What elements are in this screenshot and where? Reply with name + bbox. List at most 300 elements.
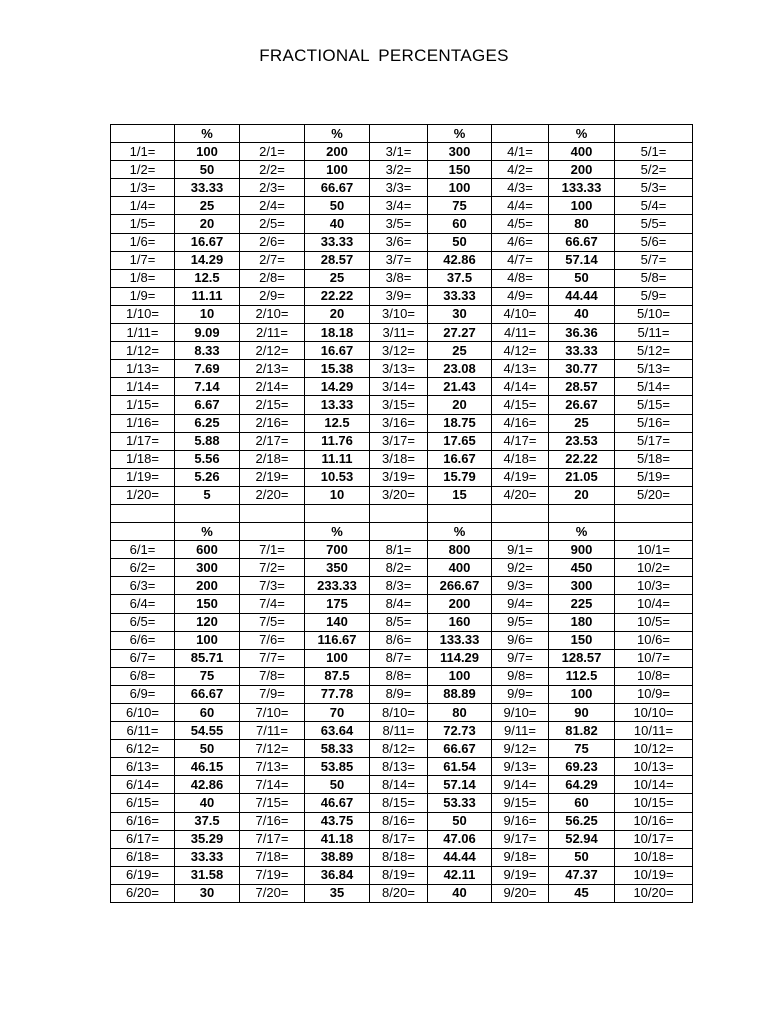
fraction-label: 8/1= (370, 541, 428, 559)
table-row (111, 812, 693, 830)
percent-value: 61.54 (428, 758, 492, 776)
percent-value: 22.22 (549, 450, 615, 468)
table-row (111, 342, 693, 360)
fraction-label: 6/20= (111, 884, 175, 902)
percent-value: 53.33 (428, 794, 492, 812)
fraction-label: 9/10= (492, 704, 549, 722)
fraction-label: 1/17= (111, 432, 175, 450)
percent-value: 7.14 (175, 378, 240, 396)
spacer-cell (549, 504, 615, 522)
fraction-label: 8/20= (370, 884, 428, 902)
percent-value: 38.89 (305, 848, 370, 866)
fraction-label: 6/3= (111, 577, 175, 595)
percent-value: 66.67 (175, 685, 240, 703)
percent-value: 87.5 (305, 667, 370, 685)
fraction-label: 2/13= (240, 360, 305, 378)
percent-value: 21.43 (428, 378, 492, 396)
percent-value: 16.67 (175, 233, 240, 251)
percent-value: 47.37 (549, 866, 615, 884)
table-row (111, 776, 693, 794)
table-row (111, 215, 693, 233)
fraction-label: 3/18= (370, 450, 428, 468)
fraction-label: 3/2= (370, 161, 428, 179)
fraction-label: 1/5= (111, 215, 175, 233)
percent-value: 52.94 (549, 830, 615, 848)
percent-value: 180 (549, 613, 615, 631)
fraction-label: 6/10= (111, 704, 175, 722)
fraction-label: 3/9= (370, 287, 428, 305)
table-row (111, 848, 693, 866)
fraction-label: 2/10= (240, 305, 305, 323)
section-spacer-row (111, 504, 693, 522)
percent-value: 266.67 (428, 577, 492, 595)
fraction-label: 5/12= (615, 342, 693, 360)
table-row (111, 486, 693, 504)
percent-value: 35 (305, 884, 370, 902)
percent-header: % (175, 125, 240, 143)
fraction-label: 3/17= (370, 432, 428, 450)
page-title: FRACTIONAL PERCENTAGES (259, 46, 509, 65)
table-row (111, 161, 693, 179)
fraction-label: 5/3= (615, 179, 693, 197)
fraction-label: 5/6= (615, 233, 693, 251)
percent-value: 20 (428, 396, 492, 414)
percent-value: 150 (428, 161, 492, 179)
fraction-label: 7/8= (240, 667, 305, 685)
fraction-label: 4/14= (492, 378, 549, 396)
percent-value: 16.67 (305, 342, 370, 360)
fraction-label: 10/17= (615, 830, 693, 848)
percent-value: 133.33 (428, 631, 492, 649)
header-blank-cell (111, 125, 175, 143)
table-row (111, 468, 693, 486)
fraction-label: 8/13= (370, 758, 428, 776)
fraction-label: 5/14= (615, 378, 693, 396)
fraction-label: 1/7= (111, 251, 175, 269)
percent-value: 600 (175, 541, 240, 559)
fraction-label: 10/10= (615, 704, 693, 722)
fraction-label: 1/10= (111, 305, 175, 323)
percent-value: 800 (428, 541, 492, 559)
percent-value: 80 (428, 704, 492, 722)
percent-value: 69.23 (549, 758, 615, 776)
fraction-label: 2/20= (240, 486, 305, 504)
fraction-label: 5/17= (615, 432, 693, 450)
percent-value: 85.71 (175, 649, 240, 667)
table-row (111, 595, 693, 613)
fraction-label: 3/11= (370, 324, 428, 342)
percent-value: 18.18 (305, 324, 370, 342)
spacer-cell (240, 504, 305, 522)
fraction-label: 10/2= (615, 559, 693, 577)
percent-value: 63.64 (305, 722, 370, 740)
percent-value: 75 (428, 197, 492, 215)
percent-value: 100 (549, 197, 615, 215)
fraction-label: 8/15= (370, 794, 428, 812)
fraction-label: 3/1= (370, 143, 428, 161)
percent-value: 54.55 (175, 722, 240, 740)
table-row (111, 866, 693, 884)
percent-value: 37.5 (428, 269, 492, 287)
percent-value: 5 (175, 486, 240, 504)
percent-value: 7.69 (175, 360, 240, 378)
table-row (111, 704, 693, 722)
header-blank-cell (370, 523, 428, 541)
fraction-label: 7/4= (240, 595, 305, 613)
percent-value: 400 (549, 143, 615, 161)
fraction-label: 2/15= (240, 396, 305, 414)
percent-value: 700 (305, 541, 370, 559)
percent-value: 80 (549, 215, 615, 233)
fraction-label: 1/14= (111, 378, 175, 396)
percent-value: 46.15 (175, 758, 240, 776)
percent-value: 18.75 (428, 414, 492, 432)
percent-value: 10 (305, 486, 370, 504)
fraction-label: 4/17= (492, 432, 549, 450)
spacer-cell (615, 504, 693, 522)
fraction-label: 9/2= (492, 559, 549, 577)
header-blank-cell (615, 523, 693, 541)
percent-value: 11.11 (305, 450, 370, 468)
fraction-label: 9/12= (492, 740, 549, 758)
percent-value: 31.58 (175, 866, 240, 884)
fraction-label: 4/12= (492, 342, 549, 360)
percent-value: 75 (549, 740, 615, 758)
table-row (111, 360, 693, 378)
percent-value: 57.14 (428, 776, 492, 794)
fraction-label: 9/15= (492, 794, 549, 812)
table-row (111, 559, 693, 577)
fraction-label: 7/16= (240, 812, 305, 830)
fraction-label: 1/18= (111, 450, 175, 468)
fraction-label: 2/3= (240, 179, 305, 197)
fraction-label: 3/16= (370, 414, 428, 432)
percent-value: 350 (305, 559, 370, 577)
fraction-label: 1/15= (111, 396, 175, 414)
percent-value: 150 (549, 631, 615, 649)
table-row (111, 740, 693, 758)
fraction-label: 10/13= (615, 758, 693, 776)
percent-value: 20 (549, 486, 615, 504)
percent-value: 27.27 (428, 324, 492, 342)
fraction-label: 10/1= (615, 541, 693, 559)
fraction-label: 4/16= (492, 414, 549, 432)
fraction-label: 1/19= (111, 468, 175, 486)
percent-value: 30.77 (549, 360, 615, 378)
percent-value: 23.53 (549, 432, 615, 450)
fraction-label: 4/8= (492, 269, 549, 287)
fraction-label: 7/17= (240, 830, 305, 848)
fraction-label: 6/19= (111, 866, 175, 884)
fraction-label: 10/4= (615, 595, 693, 613)
fraction-label: 6/11= (111, 722, 175, 740)
percent-header: % (428, 125, 492, 143)
percent-value: 133.33 (549, 179, 615, 197)
fraction-label: 2/19= (240, 468, 305, 486)
percent-value: 36.36 (549, 324, 615, 342)
percent-value: 116.67 (305, 631, 370, 649)
fraction-label: 9/16= (492, 812, 549, 830)
fraction-label: 3/3= (370, 179, 428, 197)
fraction-label: 3/14= (370, 378, 428, 396)
table-row (111, 197, 693, 215)
fraction-label: 5/19= (615, 468, 693, 486)
percent-value: 44.44 (428, 848, 492, 866)
fraction-label: 9/9= (492, 685, 549, 703)
table-row (111, 143, 693, 161)
fraction-label: 1/2= (111, 161, 175, 179)
percent-value: 50 (305, 197, 370, 215)
percent-value: 90 (549, 704, 615, 722)
percent-value: 33.33 (175, 848, 240, 866)
fraction-label: 4/7= (492, 251, 549, 269)
fraction-label: 8/19= (370, 866, 428, 884)
percent-value: 200 (428, 595, 492, 613)
fraction-label: 5/16= (615, 414, 693, 432)
fraction-label: 8/17= (370, 830, 428, 848)
table-row (111, 305, 693, 323)
percent-value: 28.57 (549, 378, 615, 396)
percent-value: 8.33 (175, 342, 240, 360)
fraction-label: 5/15= (615, 396, 693, 414)
fraction-label: 8/10= (370, 704, 428, 722)
percent-value: 26.67 (549, 396, 615, 414)
percent-value: 15 (428, 486, 492, 504)
percent-value: 42.86 (175, 776, 240, 794)
fraction-label: 6/14= (111, 776, 175, 794)
header-blank-cell (240, 523, 305, 541)
fraction-label: 3/7= (370, 251, 428, 269)
fraction-label: 2/8= (240, 269, 305, 287)
percent-value: 40 (175, 794, 240, 812)
fraction-label: 10/9= (615, 685, 693, 703)
fraction-label: 10/7= (615, 649, 693, 667)
fraction-label: 7/10= (240, 704, 305, 722)
percent-value: 25 (549, 414, 615, 432)
fraction-label: 4/6= (492, 233, 549, 251)
table-row (111, 577, 693, 595)
fraction-label: 7/14= (240, 776, 305, 794)
fraction-label: 10/20= (615, 884, 693, 902)
percent-value: 400 (428, 559, 492, 577)
percent-value: 77.78 (305, 685, 370, 703)
fraction-label: 7/1= (240, 541, 305, 559)
percent-value: 37.5 (175, 812, 240, 830)
percent-value: 50 (305, 776, 370, 794)
percent-value: 50 (428, 233, 492, 251)
fraction-label: 7/6= (240, 631, 305, 649)
percent-value: 57.14 (549, 251, 615, 269)
fraction-label: 2/6= (240, 233, 305, 251)
fraction-label: 6/15= (111, 794, 175, 812)
table-row (111, 758, 693, 776)
percent-value: 11.11 (175, 287, 240, 305)
percent-value: 15.79 (428, 468, 492, 486)
fraction-label: 10/15= (615, 794, 693, 812)
percent-value: 20 (175, 215, 240, 233)
percent-value: 300 (549, 577, 615, 595)
header-blank-cell (240, 125, 305, 143)
percent-value: 12.5 (175, 269, 240, 287)
percent-value: 140 (305, 613, 370, 631)
percent-value: 43.75 (305, 812, 370, 830)
fraction-label: 10/6= (615, 631, 693, 649)
fraction-label: 10/19= (615, 866, 693, 884)
percent-value: 128.57 (549, 649, 615, 667)
percent-value: 100 (175, 143, 240, 161)
header-blank-cell (492, 523, 549, 541)
fraction-label: 8/4= (370, 595, 428, 613)
fraction-label: 1/3= (111, 179, 175, 197)
fraction-label: 4/9= (492, 287, 549, 305)
fraction-label: 1/16= (111, 414, 175, 432)
fraction-label: 8/12= (370, 740, 428, 758)
fraction-label: 4/20= (492, 486, 549, 504)
fraction-label: 6/4= (111, 595, 175, 613)
percent-value: 28.57 (305, 251, 370, 269)
percent-value: 88.89 (428, 685, 492, 703)
fraction-label: 6/18= (111, 848, 175, 866)
fraction-label: 5/5= (615, 215, 693, 233)
fraction-label: 9/11= (492, 722, 549, 740)
percent-value: 22.22 (305, 287, 370, 305)
percent-value: 46.67 (305, 794, 370, 812)
percent-value: 40 (305, 215, 370, 233)
fraction-label: 5/10= (615, 305, 693, 323)
percent-value: 100 (175, 631, 240, 649)
percent-value: 100 (549, 685, 615, 703)
percent-value: 33.33 (549, 342, 615, 360)
fraction-label: 5/11= (615, 324, 693, 342)
fraction-label: 1/6= (111, 233, 175, 251)
spacer-cell (428, 504, 492, 522)
fraction-label: 1/20= (111, 486, 175, 504)
fraction-label: 10/5= (615, 613, 693, 631)
percent-value: 300 (175, 559, 240, 577)
table-row (111, 287, 693, 305)
fraction-label: 4/11= (492, 324, 549, 342)
percent-value: 58.33 (305, 740, 370, 758)
table-row (111, 667, 693, 685)
percent-value: 225 (549, 595, 615, 613)
percent-value: 50 (549, 848, 615, 866)
percent-value: 120 (175, 613, 240, 631)
percent-header: % (549, 125, 615, 143)
percent-value: 100 (305, 649, 370, 667)
fraction-label: 9/4= (492, 595, 549, 613)
percent-value: 50 (428, 812, 492, 830)
percent-header: % (175, 523, 240, 541)
percent-value: 47.06 (428, 830, 492, 848)
percent-value: 300 (428, 143, 492, 161)
fraction-label: 10/8= (615, 667, 693, 685)
percent-value: 200 (549, 161, 615, 179)
fraction-label: 7/19= (240, 866, 305, 884)
fraction-label: 8/11= (370, 722, 428, 740)
table-row (111, 794, 693, 812)
fraction-label: 1/13= (111, 360, 175, 378)
fraction-label: 2/1= (240, 143, 305, 161)
fraction-label: 3/5= (370, 215, 428, 233)
spacer-cell (492, 504, 549, 522)
fraction-label: 2/16= (240, 414, 305, 432)
percent-value: 66.67 (549, 233, 615, 251)
percent-value: 50 (175, 161, 240, 179)
fraction-label: 3/4= (370, 197, 428, 215)
fraction-label: 8/5= (370, 613, 428, 631)
table-row (111, 269, 693, 287)
fraction-label: 4/4= (492, 197, 549, 215)
spacer-cell (111, 504, 175, 522)
fraction-label: 8/16= (370, 812, 428, 830)
fraction-label: 9/14= (492, 776, 549, 794)
table-row (111, 541, 693, 559)
fraction-label: 9/20= (492, 884, 549, 902)
percent-value: 16.67 (428, 450, 492, 468)
percent-value: 10 (175, 305, 240, 323)
percent-value: 6.25 (175, 414, 240, 432)
percent-value: 14.29 (175, 251, 240, 269)
fraction-label: 6/9= (111, 685, 175, 703)
percent-value: 45 (549, 884, 615, 902)
percent-value: 81.82 (549, 722, 615, 740)
table-row (111, 884, 693, 902)
fraction-label: 1/11= (111, 324, 175, 342)
percent-header: % (428, 523, 492, 541)
percent-header-row (111, 523, 693, 541)
percent-value: 64.29 (549, 776, 615, 794)
percent-header: % (305, 125, 370, 143)
percent-value: 5.88 (175, 432, 240, 450)
header-blank-cell (111, 523, 175, 541)
percent-value: 900 (549, 541, 615, 559)
percent-value: 56.25 (549, 812, 615, 830)
percent-value: 25 (305, 269, 370, 287)
percent-value: 21.05 (549, 468, 615, 486)
percent-value: 41.18 (305, 830, 370, 848)
table-row (111, 722, 693, 740)
fraction-label: 8/9= (370, 685, 428, 703)
fraction-label: 3/12= (370, 342, 428, 360)
percent-header-row (111, 125, 693, 143)
fraction-label: 7/9= (240, 685, 305, 703)
fraction-label: 8/6= (370, 631, 428, 649)
fraction-label: 3/13= (370, 360, 428, 378)
fraction-label: 6/7= (111, 649, 175, 667)
table-row (111, 414, 693, 432)
percent-value: 50 (175, 740, 240, 758)
fraction-label: 2/12= (240, 342, 305, 360)
table-row (111, 450, 693, 468)
fraction-label: 5/1= (615, 143, 693, 161)
table-row (111, 649, 693, 667)
percent-value: 11.76 (305, 432, 370, 450)
percent-value: 5.26 (175, 468, 240, 486)
percent-value: 50 (549, 269, 615, 287)
percent-value: 14.29 (305, 378, 370, 396)
percent-value: 175 (305, 595, 370, 613)
table-row (111, 396, 693, 414)
table-row (111, 251, 693, 269)
fraction-label: 9/1= (492, 541, 549, 559)
percent-value: 35.29 (175, 830, 240, 848)
fraction-label: 8/14= (370, 776, 428, 794)
fraction-label: 9/5= (492, 613, 549, 631)
fraction-label: 3/15= (370, 396, 428, 414)
spacer-cell (175, 504, 240, 522)
fraction-label: 2/7= (240, 251, 305, 269)
percent-value: 40 (549, 305, 615, 323)
